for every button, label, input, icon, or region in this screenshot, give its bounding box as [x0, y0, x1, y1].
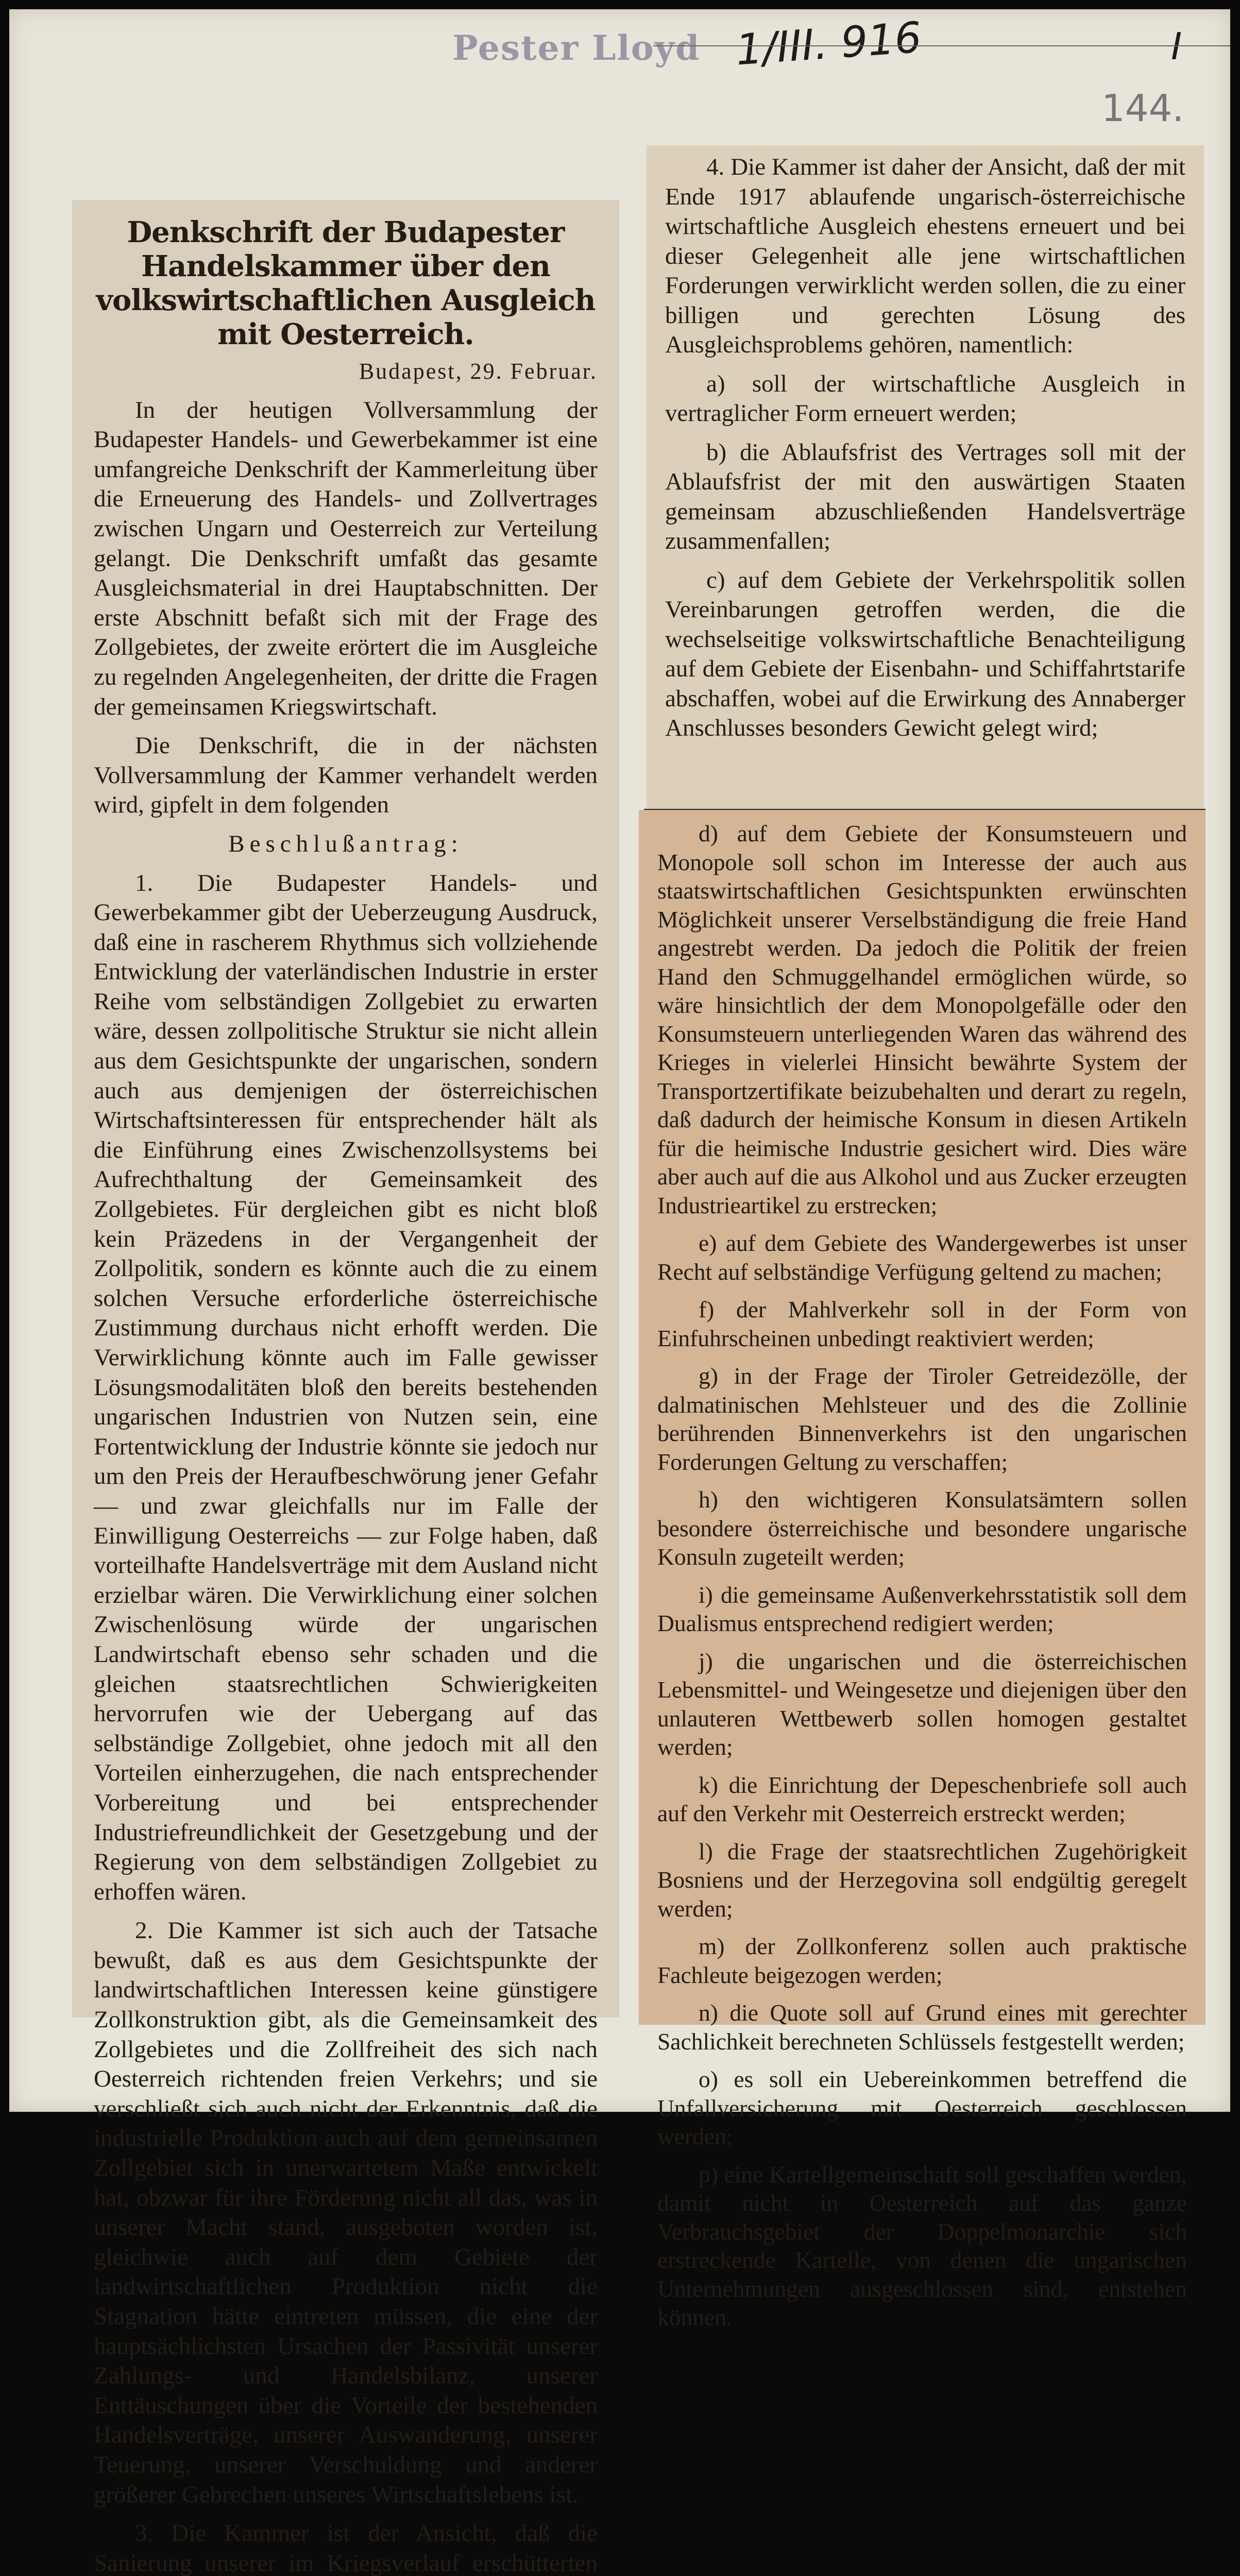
- list-item: g) in der Frage der Tiroler Getreidezölle, der dalmatinischen Mehlsteuer und des die Zollinie berührenden Binnenverkehrs ist den ungarischen Forderungen Geltung zu verschaffen;: [657, 1363, 1187, 1475]
- list-item: j) die ungarischen und die österreichischen Lebensmittel- und Weingesetze und diejenigen über den unlauteren Wettbewerb sollen homogen gestaltet werden;: [657, 1648, 1187, 1760]
- list-item: n) die Quote soll auf Grund eines mit gerechter Sachlichkeit berechneten Schlüssels festgestellt werden;: [657, 1999, 1187, 2055]
- article-title: Denkschrift der Budapester Handelskammer über den volkswirtschaftlichen Ausgleich mit Oesterreich.: [96, 215, 596, 351]
- list-item: m) der Zollkonferenz sollen auch praktische Fachleute beigezogen werden;: [657, 1933, 1187, 1988]
- list-item: p) eine Kartellgemeinschaft soll geschaffen werden, damit nicht in Oesterreich auf das ganze Verbrauchsgebiet der Doppelmonarchie sich erstreckende Kartelle, von denen die ungarischen Unternehmungen ausgeschlossen sind, entstehen können.: [657, 2161, 1187, 2330]
- resolution-point: 3. Die Kammer ist der Ansicht, daß die Sanierung unserer im Kriegsverlauf erschütterten: [94, 2520, 598, 2576]
- header-rule: [653, 45, 1230, 46]
- list-item: e) auf dem Gebiete des Wandergewerbes ist unser Recht auf selbständige Verfügung geltend zu machen;: [657, 1230, 1187, 1285]
- list-item: o) es soll ein Uebereinkommen betreffend die Unfallversicherung mit Oesterreich geschlossen werden;: [657, 2066, 1187, 2149]
- list-item: a) soll der wirtschaftliche Ausgleich in vertraglicher Form erneuert werden;: [665, 370, 1185, 427]
- page-note: 144.: [1101, 87, 1184, 130]
- clipping-right-column-bottom: [639, 810, 1205, 2330]
- list-item: d) auf dem Gebiete der Konsumsteuern und Monopole soll schon im Interesse der auch aus staatswirtschaftlichen Gesichtspunkten erwünschten Möglichkeit unserer Verselbständigung die freie Hand angestrebt werden. Da jedoch die Politik der freien Hand den Schmuggelhandel ermöglichen würde, so wäre hinsichtlich der dem Monopolgefälle oder den Konsumsteuern unterliegenden Waren das während des Krieges in vielerlei Hinsicht bewährte System der Transportzertifikate beizubehalten und derart zu regeln, daß dadurch der heimische Konsum in diesen Artikeln für die heimische Industrie gesichert wird. Dies wäre aber auch auf die aus Alkohol und aus Zucker erzeugten Industrieartikel zu erstrecken;: [657, 820, 1187, 1218]
- intro-paragraph: In der heutigen Vollversammlung der Budapester Handels- und Gewerbekammer ist eine umfangreiche Denkschrift der Kammerleitung über die Erneuerung des Handels- und Zollvertrages zwischen Ungarn und Oesterreich zur Verteilung gelangt. Die Denkschrift umfaßt das gesamte Ausgleichsmaterial in drei Hauptabschnitten. Der erste Abschnitt befaßt sich mit der Frage des Zollgebietes, der zweite erörtert die im Ausgleiche zu regelnden Angelegenheiten, der dritte die Fragen der gemeinsamen Kriegswirtschaft.: [94, 396, 598, 720]
- clipping-left-column: [72, 200, 619, 2576]
- list-item: f) der Mahlverkehr soll in der Form von Einfuhrscheinen unbedingt reaktiviert werden;: [657, 1296, 1187, 1351]
- list-item: h) den wichtigeren Konsulatsämtern sollen besondere österreichische und besondere ungarische Konsuln zugeteilt werden;: [657, 1486, 1187, 1570]
- resolution-point: 4. Die Kammer ist daher der Ansicht, daß der mit Ende 1917 ablaufende ungarisch-österreichische wirtschaftliche Ausgleich ehestens erneuert und bei dieser Gelegenheit alle jene wirtschaftlichen Forderungen verwirklicht werden sollen, die zu einer billigen und gerechten Lösung des Ausgleichsproblems gehören, namentlich:: [665, 154, 1185, 358]
- sheet-number: I: [1171, 25, 1182, 68]
- resolution-point: 1. Die Budapester Handels- und Gewerbekammer gibt der Ueberzeugung Ausdruck, daß eine in rascherem Rhythmus sich vollziehende Entwicklung der vaterländischen Industrie in erster Reihe vom selbständigen Zollgebiet zu erwarten wäre, dessen zollpolitische Struktur sie nicht allein aus dem Gesichtspunkte der ungarischen, sondern auch aus demjenigen der österreichischen Wirtschaftsinteressen für entsprechender hält als die Einführung eines Zwischenzollsystems bei Aufrechthaltung der Gemeinsamkeit des Zollgebietes. Für dergleichen gibt es nicht bloß kein Präzedens in der Vergangenheit der Zollpolitik, sondern es könnte auch die zu einem solchen Versuche erforderliche österreichische Zustimmung durchaus nicht erhofft werden. Die Verwirklichung könnte auch im Falle gewisser Lösungsmodalitäten bloß den bereits bestehenden ungarischen Industrien von Nutzen sein, eine Fortentwicklung der Industrie könnte sie jedoch nur um den Preis der Heraufbeschwörung jener Gefahr — und zwar gleichfalls nur im Falle der Einwilligung Oesterreichs — zur Folge haben, daß vorteilhafte Handelsverträge mit dem Ausland nicht erzielbar wären. Die Verwirklichung einer solchen Zwischenlösung würde der ungarischen Landwirtschaft ebenso sehr schaden und die gleichen staatsrechtlichen Schwierigkeiten hervorrufen wie der Uebergang auf das selbständige Zollgebiet, ohne jedoch mit all den Vorteilen einherzugehen, die nach entsprechender Vorbereitung und bei entsprechender Industriefreundlichkeit der Gesetzgebung und der Regierung von dem selbständigen Zollgebiet zu erhoffen wären.: [94, 869, 598, 1905]
- section-title: Beschlußantrag:: [228, 830, 463, 857]
- article-dateline: Budapest, 29. Februar.: [359, 359, 598, 384]
- list-item: i) die gemeinsame Außenverkehrsstatistik soll dem Dualismus entsprechend redigiert werden;: [657, 1581, 1187, 1636]
- newspaper-source-stamp: Pester Lloyd: [452, 28, 701, 68]
- resolution-point: 2. Die Kammer ist sich auch der Tatsache bewußt, daß es aus dem Gesichtspunkte der landwirtschaftlichen Interessen keine günstigere Zollkonstruktion gibt, als die Gemeinsamkeit des Zollgebietes und die Zollfreiheit des sich nach Oesterreich richtenden freien Verkehrs; und sie verschließt sich auch nicht der Erkenntnis, daß die industrielle Produktion auch auf dem gemeinsamen Zollgebiet sich in unerwartetem Maße entwickelt hat, obzwar für ihre Förderung nicht all das, was in unserer Macht stand, ausgeboten worden ist, gleichwie auch auf dem Gebiete der landwirtschaftlichen Produktion nicht die Stagnation hätte eintreten müssen, die eine der hauptsächlichsten Ursachen der Passivität unserer Zahlungs- und Handelsbilanz, unserer Enttäuschungen über die Vorteile der bestehenden Handelsverträge, unserer Auswanderung, unserer Teuerung, unserer Verschuldung und anderer größerer Gebrechen unseres Wirtschaftslebens ist.: [94, 1917, 598, 2508]
- list-item: k) die Einrichtung der Depeschenbriefe soll auch auf den Verkehr mit Oesterreich erstreckt werden;: [657, 1771, 1187, 1826]
- list-item: c) auf dem Gebiete der Verkehrspolitik sollen Vereinbarungen getroffen werden, die die wechselseitige volkswirtschaftliche Benachteiligung auf dem Gebiete der Eisenbahn- und Schiffahrtstarife abschaffen, wobei auf die Erwirkung des Annaberger Anschlusses besonders Gewicht gelegt wird;: [665, 566, 1185, 741]
- handwritten-date: 1/III. 916: [734, 13, 923, 75]
- list-item: b) die Ablaufsfrist des Vertrages soll mit der Ablaufsfrist der mit den auswärtigen Staaten gemeinsam abzuschließenden Handelsverträge zusammenfallen;: [665, 438, 1185, 554]
- clipping-right-column-top: [647, 145, 1204, 815]
- intro-paragraph: Die Denkschrift, die in der nächsten Vollversammlung der Kammer verhandelt werden wird, gipfelt in dem folgenden: [94, 732, 598, 819]
- list-item: l) die Frage der staatsrechtlichen Zugehörigkeit Bosniens und der Herzegovina soll endgültig geregelt werden;: [657, 1838, 1187, 1922]
